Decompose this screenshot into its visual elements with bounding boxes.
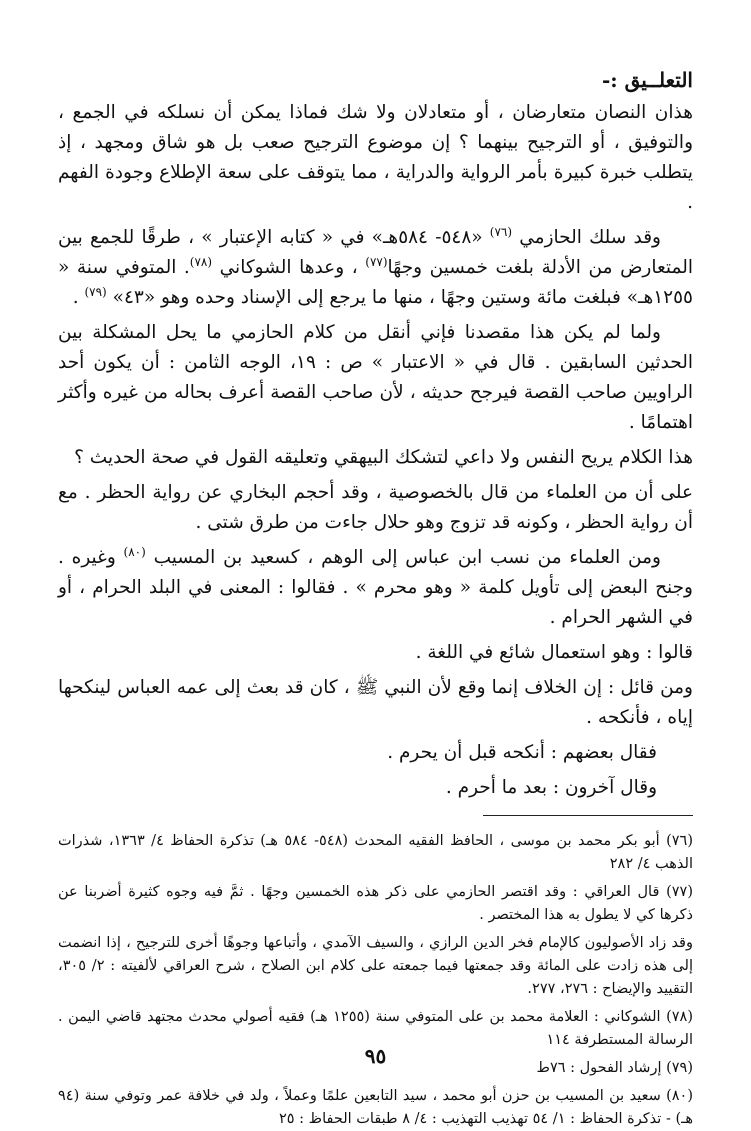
paragraph-6-part-a: ومن العلماء من نسب ابن عباس إلى الوهم ، كسعيد بن المسيب — [153, 547, 661, 568]
paragraph-2-part-d: . المتوفي سنة « ١٢٥٥هـ» فبلغت مائة وستين وجهًا ، منها ما يرجع إلى الإسناد وحده وهو «٤٣» — [58, 257, 693, 308]
paragraph-8: ومن قائل : إن الخلاف إنما وقع لأن النبي ﷺ ، كان قد بعث إلى عمه العباس لينكحها إياه ، فأنكحه . — [58, 677, 693, 728]
paragraph-2 — [58, 223, 693, 313]
footnote-76: (٧٦) أبو بكر محمد بن موسى ، الحافظ الفقيه المحدث (٥٤٨- ٥٨٤ هـ) تذكرة الحفاظ ٤/ ١٣٦٣، شذرات الذهب ٤/ ٢٨٢ — [58, 833, 693, 872]
paragraph-2-part-e: . — [72, 287, 79, 308]
footnote-separator — [483, 815, 693, 816]
footnote-ref-76: (٧٦) — [489, 224, 513, 239]
paragraph-9: فقال بعضهم : أنكحه قبل أن يحرم . — [387, 742, 657, 763]
footnote-ref-80: (٨٠) — [123, 544, 146, 559]
footnote-80: (٨٠) سعيد بن المسيب بن حزن أبو محمد ، سيد التابعين علمًا وعملاً ، ولد في خلافة عمر وتوفي سنة (٩٤ هـ) - تذكرة الحفاظ : ١/ ٥٤ تهذيب التهذيب : ٤/ ٨ طبقات الحفاظ : ٢٥ — [58, 1088, 693, 1127]
paragraph-7: قالوا : وهو استعمال شائع في اللغة . — [415, 642, 693, 663]
paragraph-1: هذان النصان متعارضان ، أو متعادلان ولا شك فماذا يمكن أن نسلكه في الجمع ، والتوفيق ، أو الترجيح بينهما ؟ إن موضوع الترجيح صعب بل هو شاق ومجهد ، إذ يتطلب خبرة كبيرة بأمر الرواية والدراية ، مما يتوقف على سعة الإطلاع وجودة الفهم . — [58, 102, 693, 213]
footnote-ref-77: (٧٧) — [365, 254, 388, 269]
paragraph-6-part-b: وغيره . وجنح البعض إلى تأويل كلمة « وهو محرم » . فقالوا : المعنى في البلد الحرام ، أو في الشهر الحرام . — [58, 547, 693, 628]
paragraph-2-part-a: وقد سلك الحازمي — [519, 227, 661, 248]
page-number: ٩٥ — [364, 1044, 387, 1068]
footnote-ref-79: (٧٩) — [84, 284, 107, 299]
paragraph-3: ولما لم يكن هذا مقصدنا فإني أنقل من كلام الحازمي ما يحل المشكلة بين الحدثين السابقين . قال في « الاعتبار » ص : ١٩، الوجه الثامن : أن يكون أحد الراويين صاحب القصة فيرجح حديثه ، لأن صاحب القصة أعرف بحاله من غيره وأكثر اهتمامًا . — [58, 322, 694, 433]
paragraph-6 — [58, 543, 693, 633]
paragraph-4: هذا الكلام يريح النفس ولا داعي لتشكك البيهقي وتعليقه القول في صحة الحديث ؟ — [74, 447, 693, 468]
section-heading: التعلــيق :- — [601, 68, 693, 92]
paragraph-2-part-b: «٥٤٨- ٥٨٤هـ» في « كتابه الإعتبار » ، طرقًا للجمع بين المتعارض من الأدلة بلغت خمسين وجهًا — [58, 227, 693, 278]
page-body — [58, 66, 694, 1127]
footnote-79: (٧٩) إرشاد الفحول : ٧٦ط — [536, 1060, 693, 1076]
paragraph-2-part-c: ، وعدها الشوكاني — [219, 257, 358, 278]
paragraph-5: على أن من العلماء من قال بالخصوصية ، وقد أحجم البخاري عن رواية الحظر . مع أن رواية الحظر ، وكونه قد تزوج وهو حلال جاءت من طرق شتى . — [58, 482, 693, 533]
footnote-77-continuation: وقد زاد الأصوليون كالإمام فخر الدين الرازي ، والسيف الآمدي ، وأتباعها وجوهًا أخرى للترجيح ، إذا انضمت إلى هذه زادت على المائة وقد جمعتها فيما جمعته على كلام ابن الصلاح ، شرح العراقي لألفيته : ٢/ ٣٠٥، التقييد والإيضاح : ٢٧٦، ٢٧٧. — [58, 935, 693, 997]
footnote-77: (٧٧) قال العراقي : وقد اقتصر الحازمي على ذكر هذه الخمسين وجهًا . ثمَّ فيه وجوه كثيرة أضربنا عن ذكرها كي لا يطول به هذا المختصر . — [58, 884, 693, 923]
footnote-ref-78: (٧٨) — [189, 254, 213, 269]
paragraph-10: وقال آخرون : بعد ما أحرم . — [445, 777, 657, 798]
footnote-78: (٧٨) الشوكاني : العلامة محمد بن على المتوفي سنة (١٢٥٥ هـ) فقيه أصولي محدث مجتهد قاضي اليمن . الرسالة المستطرفة ١١٤ — [58, 1009, 693, 1048]
